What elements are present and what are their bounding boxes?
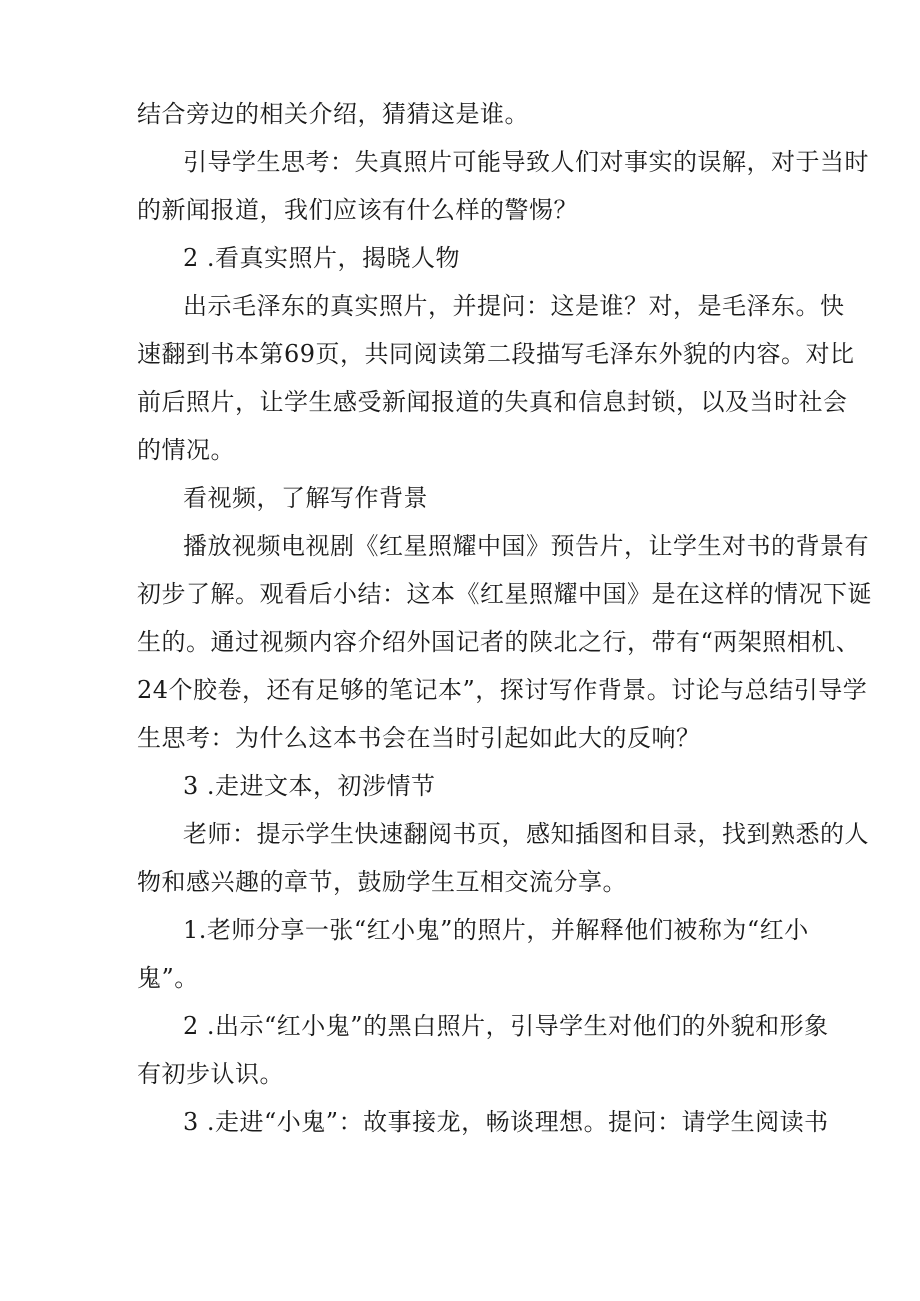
text-line: 出示毛泽东的真实照片，并提问：这是谁？对，是毛泽东。快	[183, 292, 845, 320]
text-line: 的情况。	[137, 436, 235, 464]
text-line: 3 .走进“小鬼”：故事接龙，畅谈理想。提问：请学生阅读书	[183, 1108, 829, 1136]
text-line: 速翻到书本第69页，共同阅读第二段描写毛泽东外貌的内容。对比	[137, 340, 855, 368]
text-line: 有初步认识。	[137, 1060, 284, 1088]
text-line: 鬼”。	[137, 964, 199, 992]
text-line: 初步了解。观看后小结：这本《红星照耀中国》是在这样的情况下诞	[137, 580, 872, 608]
text-line: 的新闻报道，我们应该有什么样的警惕？	[137, 196, 578, 224]
section-heading: 3 .走进文本，初涉情节	[183, 772, 436, 800]
text-line: 物和感兴趣的章节，鼓励学生互相交流分享。	[137, 868, 627, 896]
text-line: 24个胶卷，还有足够的笔记本”，探讨写作背景。讨论与总结引导学	[137, 676, 868, 704]
text-line: 生思考：为什么这本书会在当时引起如此大的反响？	[137, 724, 701, 752]
section-heading: 看视频，了解写作背景	[183, 484, 428, 512]
text-line: 2 .出示“红小鬼”的黑白照片，引导学生对他们的外貌和形象	[183, 1012, 829, 1040]
text-line: 播放视频电视剧《红星照耀中国》预告片，让学生对书的背景有	[183, 532, 869, 560]
text-line: 老师：提示学生快速翻阅书页，感知插图和目录，找到熟悉的人	[183, 820, 869, 848]
text-line: 生的。通过视频内容介绍外国记者的陕北之行，带有“两架照相机、	[137, 628, 861, 656]
text-line: 结合旁边的相关介绍，猜猜这是谁。	[137, 100, 529, 128]
text-line: 1.老师分享一张“红小鬼”的照片，并解释他们被称为“红小	[183, 916, 809, 944]
text-line: 前后照片，让学生感受新闻报道的失真和信息封锁，以及当时社会	[137, 388, 848, 416]
text-line: 引导学生思考：失真照片可能导致人们对事实的误解，对于当时	[183, 148, 869, 176]
section-heading: 2 .看真实照片，揭晓人物	[183, 244, 461, 272]
